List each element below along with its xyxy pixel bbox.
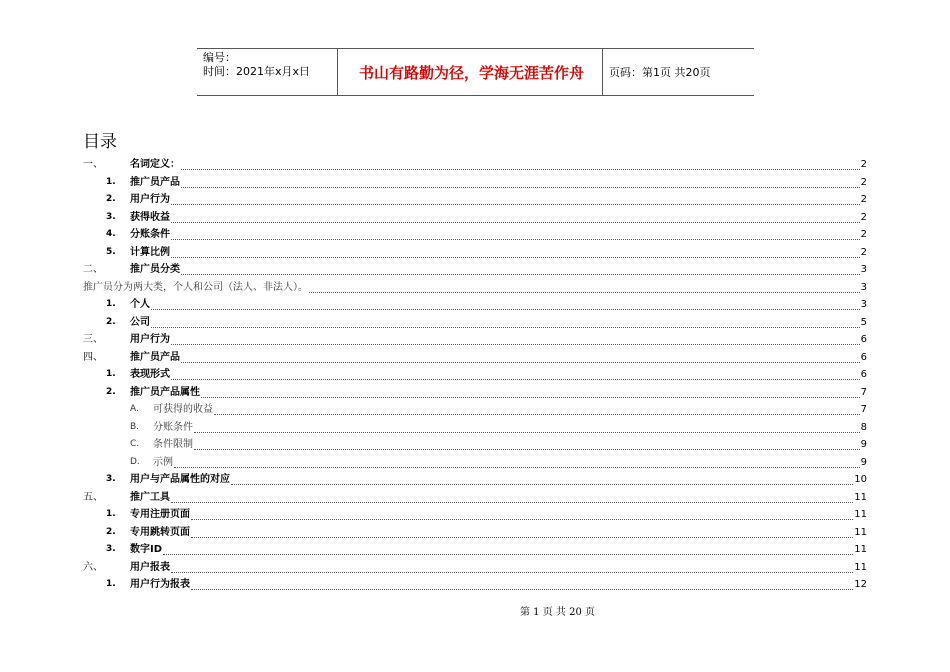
toc-entry-page: 12 bbox=[854, 579, 867, 590]
toc-entry-title: 分账条件 bbox=[130, 229, 170, 240]
toc-entry[interactable] bbox=[0, 559, 950, 576]
toc-entry-title: 用户报表 bbox=[130, 561, 170, 573]
toc-entry-title: 公司 bbox=[130, 316, 150, 328]
toc-entry[interactable] bbox=[0, 524, 950, 541]
toc-entry-number: 1. bbox=[106, 369, 116, 379]
toc-entry-title: 获得收益 bbox=[130, 211, 170, 223]
toc-entry-number: A. bbox=[130, 404, 139, 414]
toc-entry-page: 11 bbox=[854, 491, 867, 503]
toc-entry[interactable] bbox=[0, 226, 950, 243]
toc-entry-title: 推广员产品 bbox=[130, 351, 180, 363]
toc-entry-title: 用户行为 bbox=[130, 334, 170, 345]
toc-entry-page: 3 bbox=[860, 281, 867, 293]
toc-entry-page: 2 bbox=[860, 176, 867, 188]
toc-entry-title: 专用跳转页面 bbox=[130, 526, 190, 538]
toc-entry-page: 8 bbox=[860, 421, 867, 433]
toc-entry-title: 用户与产品属性的对应 bbox=[130, 474, 230, 485]
toc-entry-title: 用户行为报表 bbox=[130, 579, 190, 590]
toc-entry[interactable] bbox=[0, 191, 950, 208]
toc-entry-page: 3 bbox=[860, 299, 867, 310]
toc-entry-page: 6 bbox=[860, 334, 867, 345]
toc-entry-number: 六、 bbox=[83, 561, 103, 573]
toc-entry-number: 2. bbox=[106, 526, 116, 537]
toc-entry[interactable] bbox=[0, 314, 950, 331]
toc-entry-number: 3. bbox=[106, 544, 116, 554]
code-label: 编号： bbox=[203, 51, 236, 64]
toc-entry[interactable] bbox=[0, 436, 950, 453]
toc-entry-page: 10 bbox=[854, 474, 867, 485]
toc-entry-page: 2 bbox=[860, 246, 867, 258]
toc-leader-dots bbox=[171, 203, 860, 205]
toc-entry-title: 示例 bbox=[153, 456, 173, 468]
toc-entry-title: 名词定义： bbox=[130, 159, 180, 170]
toc-entry[interactable] bbox=[0, 261, 950, 278]
toc-entry-number: 二、 bbox=[83, 264, 103, 275]
toc-entry-number: 1. bbox=[106, 299, 116, 309]
toc-entry-page: 6 bbox=[860, 351, 867, 363]
toc-entry-number: 1. bbox=[106, 509, 116, 519]
header-divider bbox=[337, 48, 338, 96]
toc-entry[interactable] bbox=[0, 384, 950, 401]
toc-entry-number: 五、 bbox=[83, 491, 103, 503]
toc-entry[interactable] bbox=[0, 454, 950, 471]
toc-entry-page: 3 bbox=[860, 264, 867, 275]
toc-entry[interactable] bbox=[0, 244, 950, 261]
toc-entry-title: 计算比例 bbox=[130, 246, 170, 258]
toc-entry-title: 推广员分类 bbox=[130, 264, 180, 275]
toc-leader-dots bbox=[191, 536, 853, 538]
toc-entry-number: 3. bbox=[106, 211, 116, 222]
toc-entry-title: 推广员产品 bbox=[130, 176, 180, 188]
toc-entry-title: 数字ID bbox=[130, 544, 163, 555]
toc-entry-title: 分账条件 bbox=[153, 421, 193, 433]
toc-leader-dots bbox=[171, 256, 860, 258]
toc-entry[interactable] bbox=[0, 506, 950, 523]
toc-leader-dots bbox=[151, 326, 860, 328]
toc-leader-dots bbox=[214, 413, 860, 415]
toc-leader-dots bbox=[174, 466, 860, 468]
toc-entry-page: 7 bbox=[860, 404, 867, 415]
toc-leader-dots bbox=[181, 186, 860, 188]
toc-entry-number: B. bbox=[130, 421, 140, 432]
toc-leader-dots bbox=[163, 553, 853, 555]
toc-entry-number: 3. bbox=[106, 474, 116, 484]
toc-leader-dots bbox=[171, 378, 860, 380]
toc-entry-page: 2 bbox=[860, 194, 867, 205]
toc-entry-title: 推广员产品属性 bbox=[130, 386, 200, 398]
toc-entry[interactable] bbox=[0, 156, 950, 173]
page-header bbox=[197, 48, 754, 96]
toc-entry-number: 5. bbox=[106, 246, 116, 257]
toc-entry-page: 11 bbox=[854, 509, 867, 520]
toc-entry-page: 11 bbox=[854, 561, 867, 573]
toc-entry[interactable] bbox=[0, 296, 950, 313]
toc-entry-title: 用户行为 bbox=[130, 194, 170, 205]
toc-entry-title: 推广工具 bbox=[130, 491, 170, 503]
toc-entry-number: 2. bbox=[106, 194, 116, 204]
toc-entry-title: 专用注册页面 bbox=[130, 509, 190, 520]
toc-entry-number: 4. bbox=[106, 229, 116, 239]
page-footer: 第 1 页 共 20 页 bbox=[520, 607, 595, 618]
toc-entry[interactable] bbox=[0, 576, 950, 593]
toc-entry[interactable] bbox=[0, 349, 950, 366]
toc-entry[interactable] bbox=[0, 331, 950, 348]
toc-entry-page: 9 bbox=[860, 456, 867, 468]
toc-leader-dots bbox=[181, 273, 860, 275]
toc-entry-number: 一、 bbox=[83, 159, 103, 170]
toc-entry-number: 1. bbox=[106, 579, 116, 589]
toc-leader-dots bbox=[151, 308, 860, 310]
toc-entry-number: 三、 bbox=[83, 334, 103, 345]
toc-entry[interactable] bbox=[0, 419, 950, 436]
toc-entry[interactable] bbox=[0, 209, 950, 226]
toc-entry-page: 5 bbox=[860, 316, 867, 328]
toc-entry-number: 2. bbox=[106, 386, 116, 397]
header-page-label: 页码：第1页 共20页 bbox=[609, 66, 711, 79]
toc-entry-number: 四、 bbox=[83, 351, 103, 363]
toc-entry[interactable] bbox=[0, 174, 950, 191]
toc-entry-page: 2 bbox=[860, 211, 867, 223]
date-label: 时间：2021年x月x日 bbox=[203, 65, 311, 78]
header-left-cell bbox=[203, 51, 310, 79]
toc-entry[interactable] bbox=[0, 471, 950, 488]
toc-leader-dots bbox=[181, 361, 860, 363]
toc-entry-page: 11 bbox=[854, 544, 867, 555]
toc-leader-dots bbox=[181, 168, 860, 170]
toc-entry[interactable] bbox=[0, 489, 950, 506]
toc-leader-dots bbox=[194, 431, 860, 433]
toc-entry[interactable] bbox=[0, 541, 950, 558]
toc-entry-title: 表现形式 bbox=[130, 369, 170, 380]
toc-entry-number: 1. bbox=[106, 176, 116, 187]
toc-leader-dots bbox=[194, 448, 860, 450]
toc-entry-number: 2. bbox=[106, 316, 116, 327]
toc-entry-page: 6 bbox=[860, 369, 867, 380]
toc-entry[interactable] bbox=[0, 279, 950, 296]
toc-entry-title: 可获得的收益 bbox=[153, 404, 213, 415]
toc-title: 目录 bbox=[83, 132, 117, 152]
header-motto: 书山有路勤为径，学海无涯苦作舟 bbox=[358, 63, 584, 82]
toc-leader-dots bbox=[171, 238, 860, 240]
toc-entry-page: 2 bbox=[860, 229, 867, 240]
toc-entry[interactable] bbox=[0, 401, 950, 418]
toc-leader-dots bbox=[171, 501, 853, 503]
toc-leader-dots bbox=[309, 291, 860, 293]
toc-entry-title: 推广员分为两大类，个人和公司（法人、非法人）。 bbox=[83, 281, 308, 293]
toc-entry[interactable] bbox=[0, 366, 950, 383]
toc-entry-number: C. bbox=[130, 439, 140, 449]
toc-leader-dots bbox=[231, 483, 853, 485]
toc-entry-page: 9 bbox=[860, 439, 867, 450]
toc-entry-number: D. bbox=[130, 456, 140, 467]
toc-entry-page: 11 bbox=[854, 526, 867, 538]
toc-leader-dots bbox=[171, 571, 853, 573]
toc-leader-dots bbox=[171, 343, 860, 345]
toc-leader-dots bbox=[201, 396, 860, 398]
toc-entry-title: 个人 bbox=[130, 299, 150, 310]
toc-entry-page: 2 bbox=[860, 159, 867, 170]
toc-leader-dots bbox=[191, 588, 853, 590]
toc-entry-page: 7 bbox=[860, 386, 867, 398]
toc-leader-dots bbox=[191, 518, 853, 520]
toc-entry-title: 条件限制 bbox=[153, 439, 193, 450]
toc-leader-dots bbox=[171, 221, 860, 223]
